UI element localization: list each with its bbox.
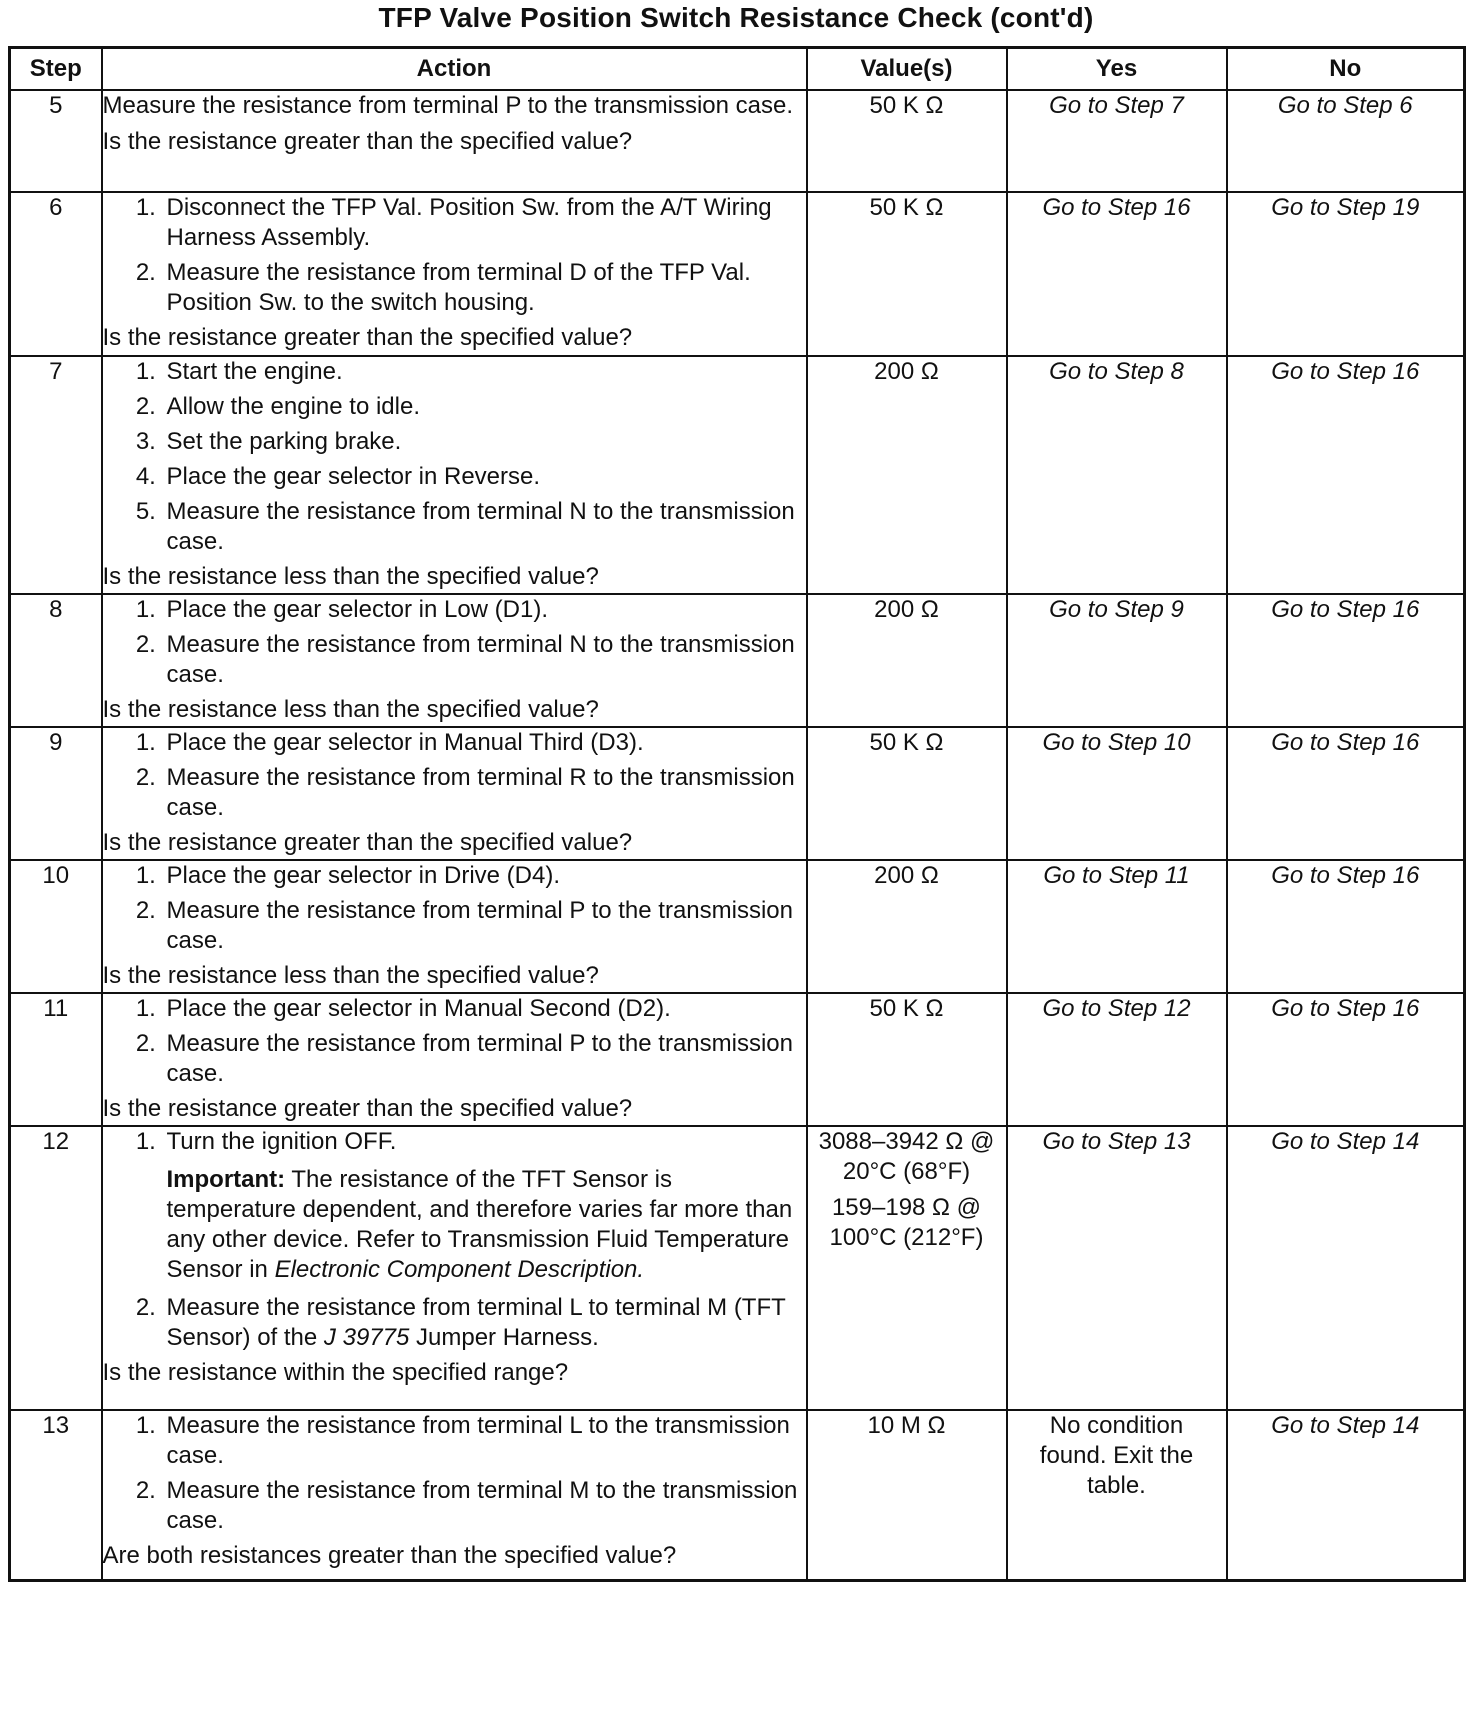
value-cell (807, 1126, 1007, 1410)
action-list (103, 1127, 806, 1353)
no-result: Go to Step 6 (1277, 92, 1413, 119)
action-list (103, 728, 806, 823)
yes-result: Go to Step 11 (1043, 862, 1190, 889)
action-item-text: Jumper Harness. (416, 1324, 599, 1351)
yes-cell (1007, 356, 1227, 594)
yes-cell (1007, 90, 1227, 192)
step-number: 9 (10, 727, 102, 860)
important-label: Important: (166, 1166, 286, 1193)
action-text: Measure the resistance from terminal P to the transmission case. (102, 92, 794, 119)
yes-cell (1007, 1410, 1227, 1580)
value-cell: 200 Ω (807, 860, 1007, 993)
value-cell: 50 K Ω (807, 727, 1007, 860)
value-cell: 200 Ω (807, 594, 1007, 727)
table-row (10, 1410, 1465, 1580)
important-note (167, 1165, 806, 1285)
table-row (10, 727, 1465, 860)
no-cell (1227, 192, 1465, 356)
no-result: Go to Step 19 (1271, 194, 1420, 221)
action-item: 2. Measure the resistance from terminal D of the TFP Val. Position Sw. to the switch housing. (163, 258, 806, 318)
no-result: Go to Step 16 (1271, 862, 1420, 889)
action-item: 1. Measure the resistance from terminal L to the transmission case. (163, 1411, 806, 1471)
action-item: 1. Start the engine. (163, 357, 806, 387)
action-item: 2. Measure the resistance from terminal P to the transmission case. (163, 1029, 806, 1089)
table-row (10, 90, 1465, 192)
value-cell: 50 K Ω (807, 90, 1007, 192)
question-text: Is the resistance less than the specified value? (102, 962, 599, 989)
no-cell (1227, 356, 1465, 594)
no-cell (1227, 594, 1465, 727)
action-item: 3. Set the parking brake. (163, 427, 806, 457)
value-cell: 50 K Ω (807, 993, 1007, 1126)
no-result: Go to Step 14 (1271, 1412, 1420, 1439)
question-text: Is the resistance greater than the specified value? (102, 829, 633, 856)
step-number: 6 (10, 192, 102, 356)
no-result: Go to Step 14 (1271, 1128, 1420, 1155)
action-cell (102, 1126, 807, 1410)
table-row (10, 356, 1465, 594)
step-number: 5 (10, 90, 102, 192)
step-number: 10 (10, 860, 102, 993)
action-item: 1. Place the gear selector in Manual Third (D3). (163, 728, 806, 758)
table-row (10, 594, 1465, 727)
yes-cell (1007, 192, 1227, 356)
value-cell: 10 M Ω (807, 1410, 1007, 1580)
action-item: 1. Place the gear selector in Manual Second (D2). (163, 994, 806, 1024)
action-cell (102, 1410, 807, 1580)
tool-reference: J 39775 (323, 1324, 410, 1351)
step-number: 8 (10, 594, 102, 727)
action-item (163, 1293, 806, 1353)
action-cell (102, 90, 807, 192)
yes-result: Go to Step 13 (1042, 1128, 1191, 1155)
header-values: Value(s) (807, 48, 1007, 91)
header-step: Step (10, 48, 102, 91)
action-list (103, 595, 806, 690)
no-cell (1227, 90, 1465, 192)
yes-result: Go to Step 9 (1049, 596, 1184, 623)
step-number: 11 (10, 993, 102, 1126)
value-line: 3088–3942 Ω @ (818, 1128, 995, 1155)
yes-result: No condition found. Exit the table. (1039, 1412, 1194, 1499)
yes-cell (1007, 727, 1227, 860)
question-text: Is the resistance greater than the specified value? (102, 324, 633, 351)
value-line: 20°C (68°F) (842, 1158, 971, 1185)
step-number: 12 (10, 1126, 102, 1410)
action-item: 1. Place the gear selector in Drive (D4). (163, 861, 806, 891)
action-cell (102, 356, 807, 594)
action-item: 4. Place the gear selector in Reverse. (163, 462, 806, 492)
table-row (10, 993, 1465, 1126)
yes-result: Go to Step 7 (1049, 92, 1184, 119)
yes-cell (1007, 860, 1227, 993)
action-item: 2. Measure the resistance from terminal N to the transmission case. (163, 630, 806, 690)
yes-cell (1007, 594, 1227, 727)
action-cell (102, 993, 807, 1126)
no-cell (1227, 727, 1465, 860)
important-text: The resistance of the TFT Sensor is temperature dependent, and therefore varies far more than any other device. Refer to Transmission Fluid Temperature Sensor in (166, 1166, 793, 1283)
action-item-text: Measure the resistance from terminal L to terminal M (TFT Sensor) of the (166, 1294, 786, 1351)
action-item: 1. Place the gear selector in Low (D1). (163, 595, 806, 625)
action-item: 5. Measure the resistance from terminal N to the transmission case. (163, 497, 806, 557)
action-list (103, 994, 806, 1089)
table-row (10, 1126, 1465, 1410)
no-result: Go to Step 16 (1271, 729, 1420, 756)
yes-result: Go to Step 12 (1042, 995, 1191, 1022)
no-result: Go to Step 16 (1271, 358, 1420, 385)
question-text: Is the resistance greater than the specified value? (102, 1095, 633, 1122)
yes-result: Go to Step 16 (1042, 194, 1191, 221)
header-action: Action (102, 48, 807, 91)
action-item: 1. Disconnect the TFP Val. Position Sw. from the A/T Wiring Harness Assembly. (163, 193, 806, 253)
action-list (103, 357, 806, 557)
no-result: Go to Step 16 (1271, 995, 1420, 1022)
diagnostic-table (8, 46, 1466, 1582)
value-cell: 50 K Ω (807, 192, 1007, 356)
action-cell (102, 192, 807, 356)
action-cell (102, 860, 807, 993)
question-text: Is the resistance within the specified range? (102, 1359, 569, 1386)
action-list (103, 861, 806, 956)
page-title: TFP Valve Position Switch Resistance Check (cont'd) (378, 2, 1094, 33)
important-reference: Electronic Component Description. (274, 1256, 645, 1283)
action-item: 2. Measure the resistance from terminal M to the transmission case. (163, 1476, 806, 1536)
yes-cell (1007, 993, 1227, 1126)
step-number: 13 (10, 1410, 102, 1580)
action-item: 2. Measure the resistance from terminal R to the transmission case. (163, 763, 806, 823)
action-list (103, 1411, 806, 1536)
table-row (10, 860, 1465, 993)
question-text: Is the resistance less than the specified value? (102, 696, 599, 723)
no-cell (1227, 860, 1465, 993)
table-row (10, 192, 1465, 356)
header-yes: Yes (1007, 48, 1227, 91)
yes-result: Go to Step 10 (1042, 729, 1191, 756)
header-no: No (1227, 48, 1465, 91)
action-item: 2. Allow the engine to idle. (163, 392, 806, 422)
table-header-row (10, 48, 1465, 91)
value-cell: 200 Ω (807, 356, 1007, 594)
question-text: Is the resistance less than the specified value? (102, 563, 599, 590)
action-item: 2. Measure the resistance from terminal P to the transmission case. (163, 896, 806, 956)
action-item (163, 1127, 806, 1285)
yes-result: Go to Step 8 (1049, 358, 1184, 385)
action-list (103, 193, 806, 318)
no-cell (1227, 1126, 1465, 1410)
step-number: 7 (10, 356, 102, 594)
no-result: Go to Step 16 (1271, 596, 1420, 623)
action-item-text: Turn the ignition OFF. (166, 1128, 397, 1155)
yes-cell (1007, 1126, 1227, 1410)
action-cell (102, 594, 807, 727)
value-line: 100°C (212°F) (829, 1224, 984, 1251)
value-line: 159–198 Ω @ (831, 1194, 982, 1221)
question-text: Are both resistances greater than the specified value? (102, 1542, 677, 1569)
no-cell (1227, 993, 1465, 1126)
no-cell (1227, 1410, 1465, 1580)
question-text: Is the resistance greater than the specified value? (102, 128, 633, 155)
action-cell (102, 727, 807, 860)
